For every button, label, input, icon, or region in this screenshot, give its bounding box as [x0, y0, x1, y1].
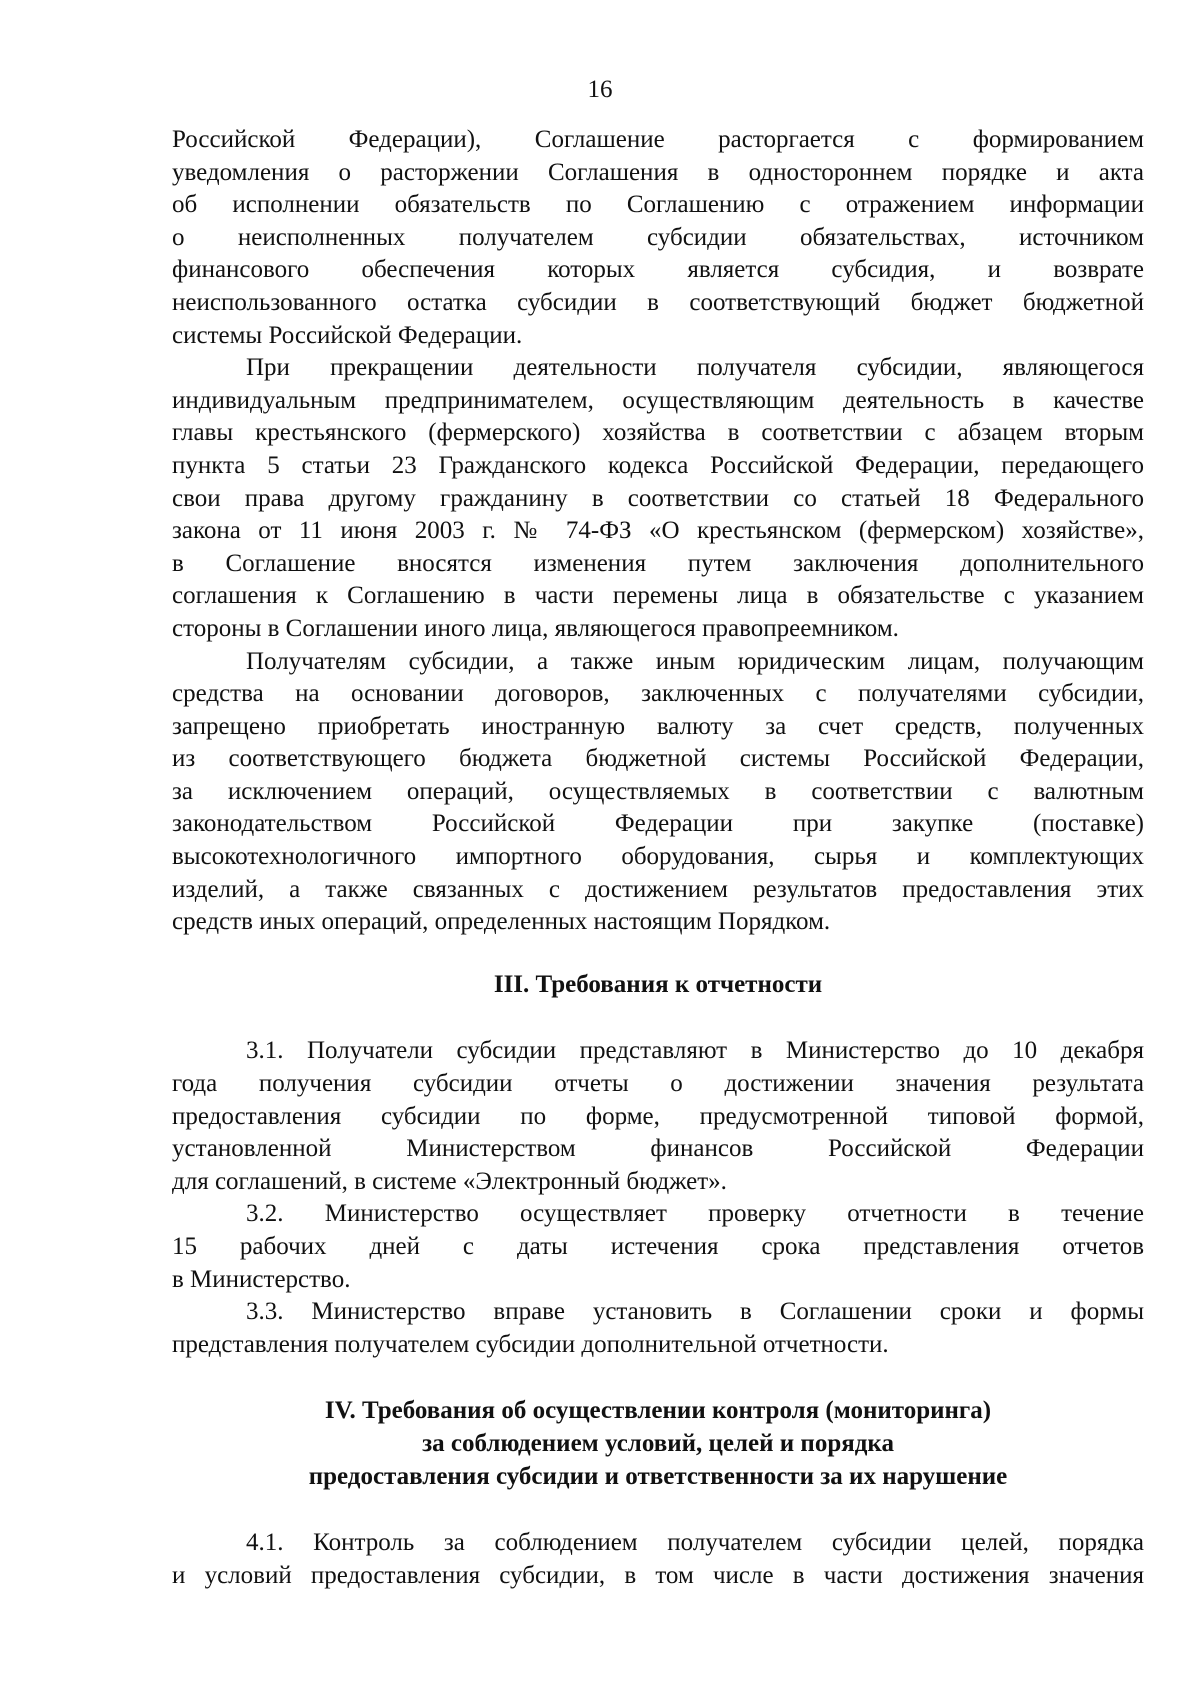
text-line: из соответствующего бюджета бюджетной системы Российской Федерации, [172, 745, 1144, 773]
text-line: года получения субсидии отчеты о достижении значения результата [172, 1070, 1144, 1098]
text-line: уведомления о расторжении Соглашения в одностороннем порядке и акта [172, 158, 1144, 186]
paragraph-3-2 [172, 1198, 1144, 1296]
text-line: свои права другому гражданину в соответствии со статьей 18 Федерального [172, 484, 1144, 512]
text-line: финансового обеспечения которых является субсидия, и возврате [172, 256, 1144, 284]
text-line: средства на основании договоров, заключенных с получателями субсидии, [172, 680, 1144, 708]
spacer [172, 1361, 1144, 1395]
text-line: стороны в Соглашении иного лица, являющегося правопреемником. [172, 614, 899, 642]
spacer [172, 1493, 1144, 1527]
text-line: соглашения к Соглашению в части перемены лица в обязательстве с указанием [172, 582, 1144, 610]
text-line: о неисполненных получателем субсидии обязательствах, источником [172, 223, 1144, 251]
paragraph-farm-cessation [172, 352, 1144, 645]
text-line: При прекращении деятельности получателя субсидии, являющегося [246, 354, 1144, 382]
heading-line: предоставления субсидии и ответственности за их нарушение [308, 1462, 1008, 1490]
text-line: 3.3. Министерство вправе установить в Соглашении сроки и формы [246, 1298, 1144, 1326]
section-heading-iii: III. Требования к отчетности [493, 970, 823, 998]
text-line: средств иных операций, определенных настоящим Порядком. [172, 908, 831, 936]
text-line: Получателям субсидии, а также иным юридическим лицам, получающим [246, 647, 1144, 675]
text-line: изделий, а также связанных с достижением результатов предоставления этих [172, 875, 1144, 903]
text-line: главы крестьянского (фермерского) хозяйства в соответствии с абзацем вторым [172, 419, 1144, 447]
paragraph-termination [172, 124, 1144, 352]
text-line: законодательством Российской Федерации при закупке (поставке) [172, 810, 1144, 838]
text-line: 15 рабочих дней с даты истечения срока представления отчетов [172, 1233, 1144, 1260]
spacer [172, 1001, 1144, 1035]
text-line: представления получателем субсидии дополнительной отчетности. [172, 1330, 889, 1358]
text-line: системы Российской Федерации. [172, 321, 523, 349]
text-line: и условий предоставления субсидии, в том числе в части достижения значения [172, 1561, 1144, 1589]
paragraph-currency-ban [172, 646, 1144, 939]
heading-line: IV. Требования об осуществлении контроля (мониторинга) [324, 1397, 992, 1425]
text-line: высокотехнологичного импортного оборудования, сырья и комплектующих [172, 843, 1144, 871]
text-line: индивидуальным предпринимателем, осуществляющим деятельность в качестве [172, 386, 1144, 414]
paragraph-3-1 [172, 1035, 1144, 1198]
text-line: Российской Федерации), Соглашение расторгается с формированием [172, 126, 1144, 153]
text-line: в Соглашение вносятся изменения путем заключения дополнительного [172, 549, 1144, 577]
text-line: закона от 11 июня 2003 г. № 74-ФЗ «О крестьянском (фермерском) хозяйстве», [172, 517, 1144, 545]
text-line: об исполнении обязательств по Соглашению с отражением информации [172, 191, 1144, 219]
page-number: 16 [587, 76, 613, 103]
document-body [172, 124, 1144, 1592]
text-line: запрещено приобретать иностранную валюту за счет средств, полученных [172, 712, 1144, 740]
text-line: установленной Министерством финансов Российской Федерации [172, 1135, 1144, 1163]
text-line: 4.1. Контроль за соблюдением получателем субсидии целей, порядка [246, 1529, 1144, 1557]
section-heading-iv [172, 1395, 1144, 1493]
text-line: предоставления субсидии по форме, предусмотренной типовой формой, [172, 1102, 1144, 1130]
text-line: неиспользованного остатка субсидии в соответствующий бюджет бюджетной [172, 288, 1144, 316]
paragraph-4-1 [172, 1527, 1144, 1592]
text-line: за исключением операций, осуществляемых в соответствии с валютным [172, 777, 1144, 805]
text-line: пункта 5 статьи 23 Гражданского кодекса Российской Федерации, передающего [172, 451, 1144, 479]
text-line: в Министерство. [172, 1265, 351, 1293]
text-line: 3.1. Получатели субсидии представляют в Министерство до 10 декабря [246, 1037, 1144, 1065]
spacer [172, 939, 1144, 969]
text-line: для соглашений, в системе «Электронный бюджет». [172, 1167, 727, 1195]
heading-line: за соблюдением условий, целей и порядка [422, 1429, 894, 1457]
text-line: 3.2. Министерство осуществляет проверку отчетности в течение [246, 1200, 1144, 1228]
paragraph-3-3 [172, 1296, 1144, 1361]
